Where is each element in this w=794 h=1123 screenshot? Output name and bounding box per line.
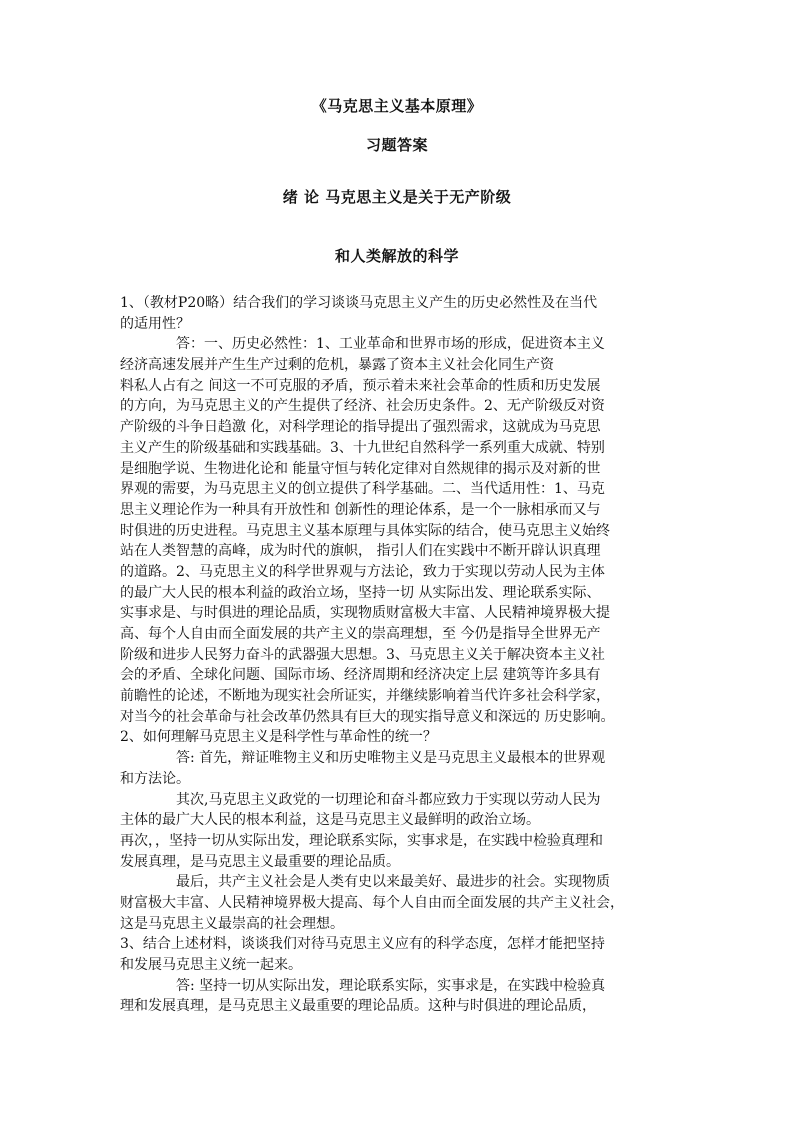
text-line: 答: 坚持一切从实际出发，理论联系实际，实事求是，在实践中检验真: [176, 977, 606, 994]
text-line: 实事求是、与时俱进的理论品质，实现物质财富极大丰富、人民精神境界极大提: [120, 605, 610, 622]
text-line: 3、结合上述材料，谈谈我们对待马克思主义应有的科学态度，怎样才能把坚持: [120, 936, 605, 953]
text-line: 的最广大人民的根本利益的政治立场，坚持一切 从实际出发、理论联系实际、: [120, 584, 601, 601]
document-title: 《马克思主义基本原理》: [311, 97, 483, 115]
text-line: 2、如何理解马克思主义是科学性与革命性的统一？: [120, 729, 437, 746]
text-line: 是细胞学说、生物进化论和 能量守恒与转化定律对自然规律的揭示及对新的世: [120, 460, 601, 477]
text-line: 主义产生的阶级基础和实践基础。3、十九世纪自然科学一系列重大成就、特别: [120, 439, 605, 456]
body-text: [120, 293, 696, 1017]
text-line: 的方向，为马克思主义的产生提供了经济、社会历史条件。2、无产阶级反对资: [120, 398, 605, 415]
text-line: 产阶级的斗争日趋激 化，对科学理论的指导提出了强烈需求，这就成为马克思: [120, 419, 601, 436]
text-line: 对当今的社会革命与社会改革仍然具有巨大的现实指导意义和深远的 历史影响。: [120, 708, 615, 725]
text-line: 最后，共产主义社会是人类有史以来最美好、最进步的社会。实现物质: [176, 874, 610, 891]
text-line: 前瞻性的论述，不断地为现实社会所证实，并继续影响着当代许多社会科学家，: [120, 688, 610, 705]
text-line: 这是马克思主义最崇高的社会理想。: [120, 915, 344, 932]
text-line: 阶级和进步人民努力奋斗的武器强大思想。3、马克思主义关于解决资本主义社: [120, 646, 605, 663]
text-line: 1、（教材P20略）结合我们的学习谈谈马克思主义产生的历史必然性及在当代: [120, 295, 598, 311]
text-line: 财富极大丰富、人民精神境界极大提高、每个人自由而全面发展的共产主义社会，: [120, 894, 624, 911]
text-line: 会的矛盾、全球化问题、国际市场、经济周期和经济决定上层 建筑等许多具有: [120, 667, 601, 684]
chapter-heading-line-2: 和人类解放的科学: [334, 247, 459, 265]
text-line: 主体的最广大人民的根本利益，这是马克思主义最鲜明的政治立场。: [120, 812, 540, 829]
text-line: 其次,马克思主义政党的一切理论和奋斗都应致力于实现以劳动人民为: [176, 791, 601, 808]
text-line: 再次，，坚持一切从实际出发，理论联系实际，实事求是，在实践中检验真理和: [120, 832, 603, 849]
text-line: 高、每个人自由而全面发展的共产主义的崇高理想，至 今仍是指导全世界无产: [120, 626, 601, 642]
text-line: 的道路。2、马克思主义的科学世界观与方法论，致力于实现以劳动人民为主体: [120, 563, 605, 580]
text-line: 理和发展真理，是马克思主义最重要的理论品质。这种与时俱进的理论品质，: [120, 998, 596, 1015]
text-line: 答: 首先，辩证唯物主义和历史唯物主义是马克思主义最根本的世界观: [176, 750, 606, 767]
text-line: 思主义理论作为一种具有开放性和 创新性的理论体系，是一个一脉相承而又与: [120, 501, 601, 518]
document-subtitle: 习题答案: [365, 136, 428, 154]
text-line: 和方法论。: [120, 770, 190, 787]
text-line: 时俱进的历史进程。马克思主义基本原理与具体实际的结合，使马克思主义始终: [120, 522, 610, 539]
chapter-heading-line-1: 绪 论 马克思主义是关于无产阶级: [282, 188, 512, 206]
text-line: 料私人占有之 间这一不可克服的矛盾，预示着未来社会革命的性质和历史发展: [120, 377, 601, 394]
text-line: 发展真理，是马克思主义最重要的理论品质。: [120, 853, 400, 870]
text-line: 站在人类智慧的高峰，成为时代的旗帜， 指引人们在实践中不断开辟认识真理: [120, 543, 601, 560]
text-line: 经济高速发展并产生生产过剩的危机，暴露了资本主义社会化同生产资: [120, 357, 554, 374]
text-line: 和发展马克思主义统一起来。: [120, 957, 302, 973]
text-line: 答：一、历史必然性：1、工业革命和世界市场的形成，促进资本主义: [176, 336, 605, 353]
text-line: 界观的需要，为马克思主义的创立提供了科学基础。二、当代适用性：1、马克: [120, 481, 605, 498]
text-line: 的适用性？: [120, 315, 190, 332]
